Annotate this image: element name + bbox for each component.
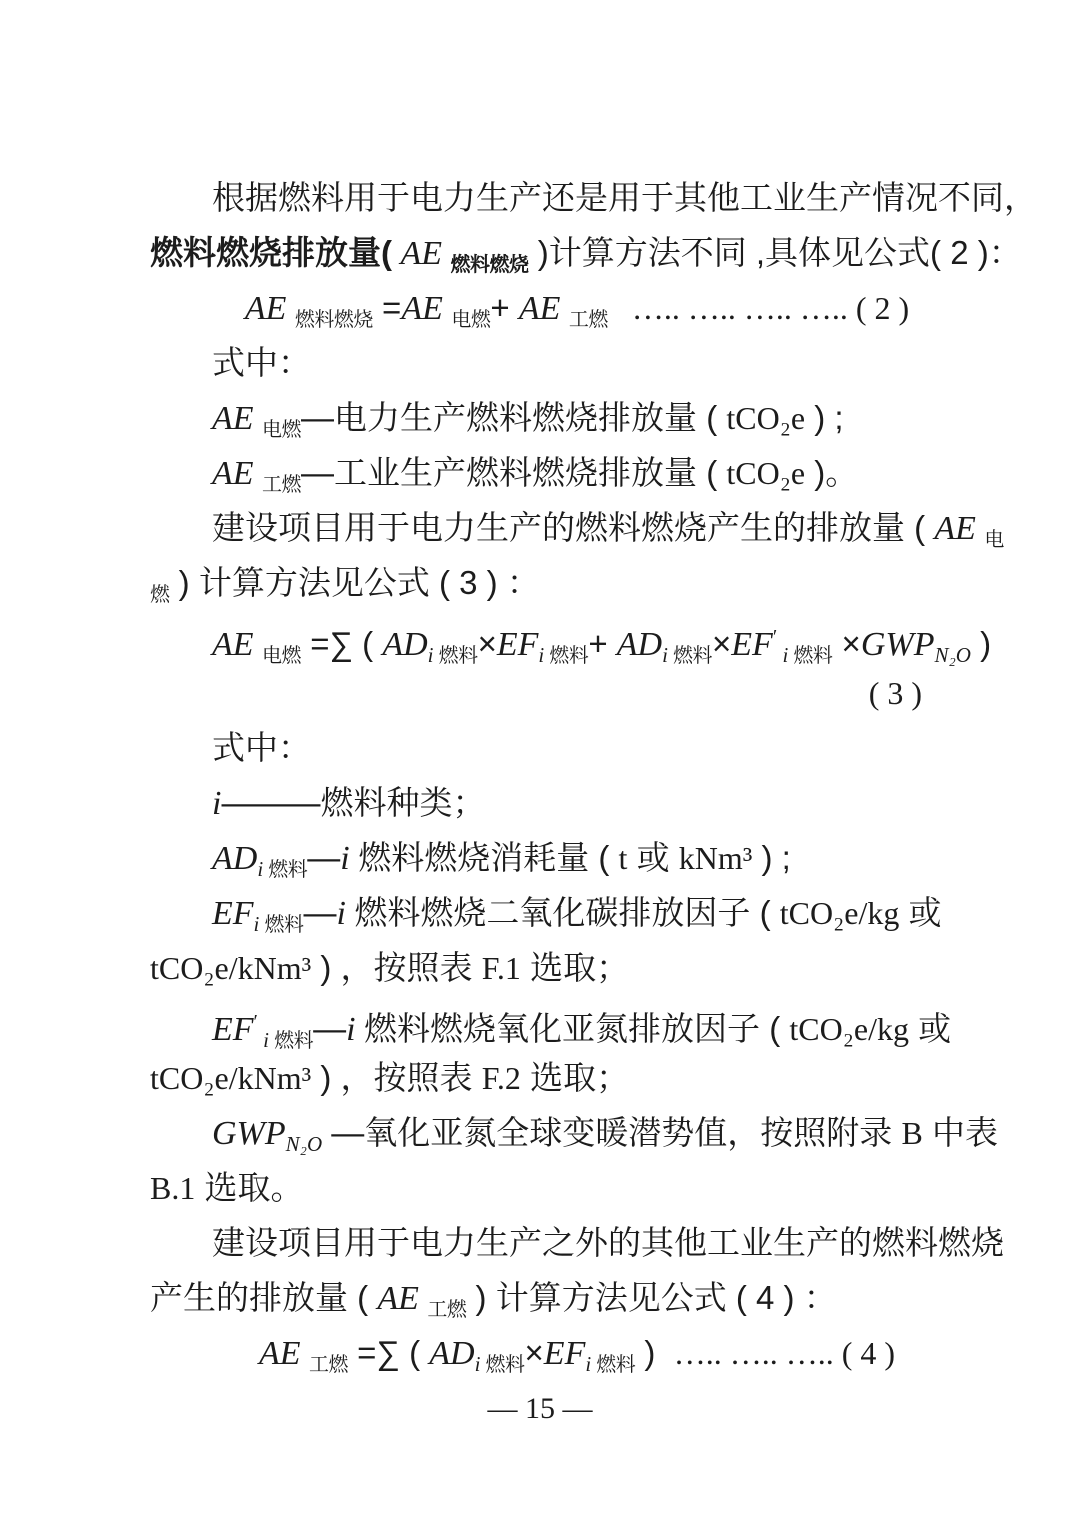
label-shizhong-2 — [150, 720, 934, 775]
text-segment: 燃料燃烧氧化亚氮排放因子 ( — [364, 1010, 790, 1047]
def-EFprime-line2 — [150, 1050, 934, 1105]
def-i — [150, 775, 934, 830]
text-segment: 燃料 — [591, 1354, 636, 1376]
text-segment: F.1 — [481, 950, 521, 986]
text-segment: 燃料燃烧 — [294, 309, 373, 331]
text-segment: EF — [731, 626, 773, 663]
text-segment: 选取； — [520, 1059, 630, 1096]
text-segment: i — [253, 912, 260, 936]
text-segment: × — [832, 625, 861, 662]
text-segment: 建设项目用于电力生产的燃料燃烧产生的排放量 ( — [212, 509, 935, 546]
text-segment: GWP — [860, 626, 935, 663]
text-segment: i — [777, 643, 789, 667]
text-segment: )计算方法不同 ,具体见公式( 2 )： — [528, 234, 1022, 271]
text-segment: EF — [212, 1011, 254, 1048]
text-segment: 燃料燃烧二氧化碳排放因子 ( — [354, 894, 780, 931]
formula-3-number — [150, 665, 934, 720]
text-segment: tCO₂e/kNm³ — [150, 950, 312, 986]
text-segment: 工燃 — [427, 1299, 467, 1321]
def-GWP-line1 — [150, 1105, 998, 1160]
text-segment: 产生的排放量 ( — [150, 1279, 378, 1316]
text-segment: 燃料 — [433, 645, 478, 667]
text-segment: =∑ ( — [347, 1334, 430, 1371]
text-segment: 电燃 — [262, 419, 302, 441]
text-segment: ———燃料种类； — [221, 784, 486, 821]
para-elec-line2 — [150, 555, 934, 610]
text-segment: i — [585, 1352, 592, 1376]
para-elec-line1 — [150, 500, 1004, 555]
text-segment: AE — [244, 290, 295, 327]
text-segment: AE — [518, 290, 569, 327]
para-industry-line2 — [150, 1270, 934, 1325]
text-segment: EF — [212, 895, 254, 932]
text-segment: 燃料 — [667, 645, 712, 667]
para-industry-line1 — [150, 1215, 1004, 1270]
def-AE-gongran — [150, 445, 934, 500]
text-segment: 或 — [627, 839, 679, 876]
text-segment: 工燃 — [308, 1354, 348, 1376]
text-segment: AE — [377, 1280, 428, 1317]
text-segment: tCO₂e/kg — [779, 895, 900, 931]
text-segment: N₂O — [934, 643, 971, 667]
text-segment: i — [427, 643, 434, 667]
para-intro-line2 — [150, 225, 1022, 280]
text-segment: ) 计算方法见公式 ( 3 ) ： — [169, 564, 540, 601]
def-GWP-line2 — [150, 1160, 934, 1215]
text-segment: × — [477, 625, 497, 662]
text-segment: ….. ….. ….. ….. ( 2 ) — [607, 290, 910, 326]
text-segment: 燃料燃烧排放量( — [150, 234, 392, 271]
def-EFprime-line1 — [150, 995, 952, 1052]
text-segment: )。 — [805, 454, 859, 491]
text-segment: tCO₂e/kg — [789, 1011, 909, 1047]
text-segment: AE — [212, 626, 263, 663]
text-segment: 工燃 — [262, 474, 302, 496]
text-segment: ) 计算方法见公式 ( 4 ) ： — [466, 1279, 837, 1316]
text-segment: AE — [212, 400, 263, 437]
text-segment: AE — [934, 510, 985, 547]
text-segment: AE — [258, 1335, 309, 1372]
text-segment: AD — [212, 840, 258, 877]
formula-2 — [150, 280, 934, 335]
text-segment: — — [307, 839, 341, 876]
text-segment: 电燃 — [451, 309, 491, 331]
text-segment: i — [346, 1011, 365, 1048]
text-segment: — — [313, 1010, 347, 1047]
text-segment: B — [901, 1115, 923, 1151]
para-intro-line1 — [150, 170, 1037, 225]
formula-4 — [150, 1325, 934, 1380]
text-segment: tCO₂e — [726, 455, 806, 491]
text-segment: ( 3 ) — [868, 675, 922, 711]
text-segment: 工燃 — [568, 309, 608, 331]
text-segment: 电燃 — [262, 645, 302, 667]
text-segment: ′ — [253, 1011, 258, 1033]
text-segment: i — [538, 643, 545, 667]
text-segment: i — [336, 895, 355, 932]
text-segment: =∑ ( — [301, 625, 383, 662]
page-number: — 15 — — [487, 1392, 593, 1425]
text-segment: i — [212, 785, 222, 822]
text-segment: — — [303, 894, 337, 931]
text-segment: 燃料 — [480, 1354, 525, 1376]
def-AD — [150, 830, 934, 885]
text-segment: GWP — [212, 1115, 286, 1152]
text-segment: EF — [543, 1335, 586, 1372]
text-segment: 燃料 — [788, 645, 833, 667]
text-segment: —工业生产燃料燃烧排放量 ( — [301, 454, 727, 491]
text-segment: + — [490, 289, 519, 326]
text-segment: 根据燃料用于电力生产还是用于其他工业生产情况不同， — [212, 179, 1037, 216]
text-segment: t — [618, 840, 628, 876]
text-segment: 选取； — [520, 949, 630, 986]
def-EF-line1 — [150, 885, 942, 940]
def-EF-line2 — [150, 940, 934, 995]
def-AE-dianran — [150, 390, 934, 445]
text-segment: AD — [429, 1335, 475, 1372]
text-segment: B.1 — [150, 1170, 196, 1206]
text-segment: tCO₂e/kNm³ — [150, 1060, 312, 1096]
text-segment: F.2 — [481, 1060, 521, 1096]
text-segment: N₂O — [285, 1132, 323, 1156]
text-segment: AD — [382, 626, 428, 663]
text-segment: 或 — [899, 894, 942, 931]
text-segment: 燃 — [150, 584, 170, 606]
text-segment: ….. ….. ….. ( 4 ) — [673, 1335, 896, 1371]
text-segment: ) ; — [752, 839, 791, 876]
text-segment: 燃料 — [544, 645, 589, 667]
text-segment: ) ; — [805, 399, 844, 436]
text-segment: —电力生产燃料燃烧排放量 ( — [301, 399, 727, 436]
text-segment: i — [340, 840, 359, 877]
text-segment: 燃料燃烧消耗量 ( — [358, 839, 619, 876]
text-segment: 式中： — [212, 344, 311, 381]
text-segment: = — [372, 289, 402, 326]
text-segment: × — [524, 1334, 544, 1371]
text-segment: EF — [496, 626, 539, 663]
text-segment: —氧化亚氮全球变暖潜势值，按照附录 — [322, 1114, 902, 1151]
text-segment: tCO₂e — [726, 400, 806, 436]
text-segment: AD — [616, 626, 663, 663]
text-segment: ) ，按照表 — [311, 1059, 482, 1096]
text-segment: i — [257, 1028, 270, 1052]
text-segment: AE — [401, 290, 452, 327]
formula-3 — [150, 610, 992, 667]
label-shizhong-1 — [150, 335, 934, 390]
text-segment: ′ — [772, 626, 778, 648]
text-segment: 建设项目用于电力生产之外的其他工业生产的燃料燃烧 — [212, 1224, 1004, 1261]
text-segment: 或 — [908, 1010, 952, 1047]
text-segment: ) — [635, 1334, 674, 1371]
text-segment: 式中： — [212, 729, 311, 766]
text-segment: kNm³ — [678, 840, 753, 876]
text-segment: 电 — [984, 529, 1004, 551]
text-segment: i — [662, 643, 668, 667]
document-body — [150, 170, 1037, 1380]
text-segment: 燃料 — [263, 859, 308, 881]
text-segment: 选取。 — [195, 1169, 304, 1206]
text-segment: 燃料 — [259, 914, 304, 936]
text-segment: + — [588, 625, 617, 662]
text-segment: i — [257, 857, 264, 881]
text-segment: 中表 — [922, 1114, 998, 1151]
text-segment: AE — [392, 235, 451, 272]
text-segment: AE — [212, 455, 263, 492]
text-segment: ) ，按照表 — [311, 949, 482, 986]
text-segment: ) — [970, 625, 992, 662]
text-segment: × — [712, 625, 732, 662]
text-segment: 燃料 — [269, 1030, 314, 1052]
text-segment: i — [474, 1352, 481, 1376]
text-segment: 燃料燃烧 — [450, 254, 529, 276]
